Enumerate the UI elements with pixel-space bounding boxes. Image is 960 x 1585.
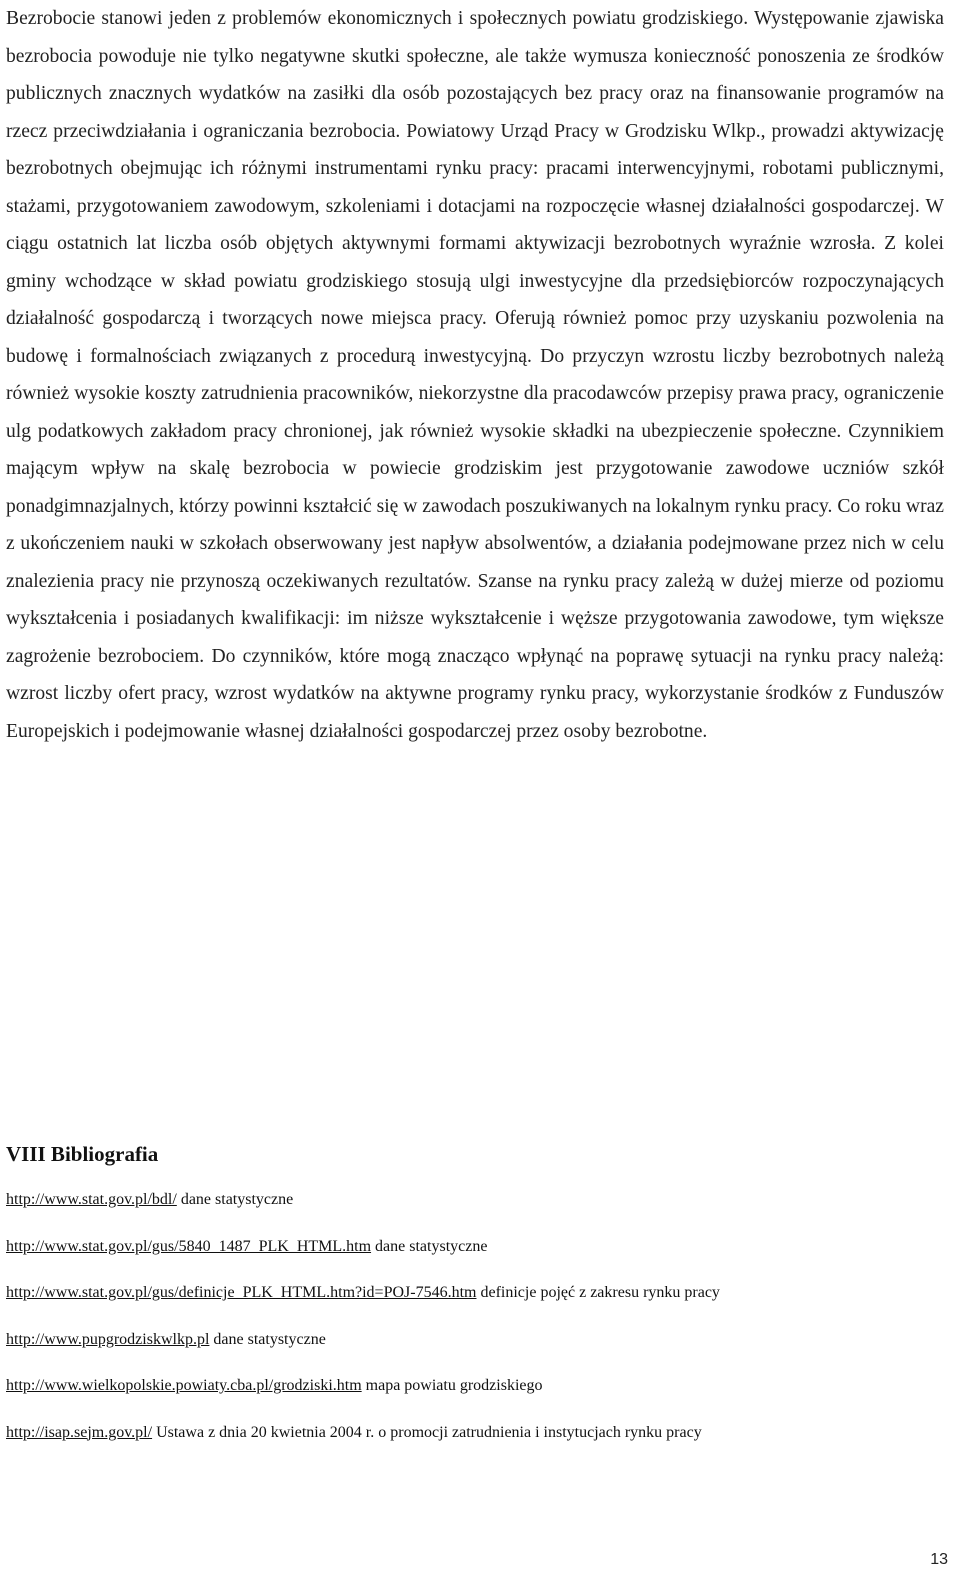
bibliography-link[interactable]: http://www.wielkopolskie.powiaty.cba.pl/grodziski.htm bbox=[6, 1377, 362, 1394]
body-paragraph bbox=[6, 0, 944, 750]
paragraph-sentence: Co roku wraz z ukończeniem nauki w szkołach obserwowany jest napływ absolwentów, a działania podejmowane przez nich w celu znalezienia pracy nie przynoszą oczekiwanych rezultatów. bbox=[6, 495, 944, 592]
paragraph-sentence: Oferują również pomoc przy uzyskaniu pozwolenia na budowę i formalnościach związanych z procedurą inwestycyjną. bbox=[6, 308, 944, 367]
bibliography-description: mapa powiatu grodziskiego bbox=[361, 1377, 543, 1394]
paragraph-sentence: Do przyczyn wzrostu liczby bezrobotnych należą również wysokie koszty zatrudnienia pracowników, niekorzystne dla pracodawców przepisy prawa pracy, ograniczenie ulg podatkowych zakładom pracy chronionej, jak również wysokie składki na ubezpieczenie społeczne. bbox=[6, 345, 945, 442]
paragraph-sentence: Szanse na rynku pracy zależą w dużej mierze od poziomu wykształcenia i posiadanych kwalifikacji: im niższe wykształcenie i węższe przygotowania zawodowe, tym większe zagrożenie bezrobociem. bbox=[6, 570, 944, 667]
bibliography-link[interactable]: http://www.stat.gov.pl/gus/definicje_PLK_HTML.htm?id=POJ-7546.htm bbox=[6, 1284, 477, 1301]
paragraph-sentence: Czynnikiem mającym wpływ na skalę bezrobocia w powiecie grodziskim jest przygotowanie zawodowe uczniów szkół ponadgimnazjalnych, którzy powinni kształcić się w zawodach poszukiwanych na lokalnym rynku pracy. bbox=[6, 420, 944, 517]
bibliography-description: dane statystyczne bbox=[371, 1237, 488, 1255]
bibliography-item bbox=[6, 1376, 946, 1423]
bibliography-item bbox=[6, 1330, 946, 1377]
bibliography-item bbox=[6, 1237, 946, 1284]
bibliography-description: dane statystyczne bbox=[176, 1191, 294, 1208]
bibliography-link[interactable]: http://www.stat.gov.pl/gus/5840_1487_PLK_HTML.htm bbox=[6, 1237, 372, 1255]
bibliography-description: Ustawa z dnia 20 kwietnia 2004 r. o promocji zatrudnienia i instytucjach rynku pracy bbox=[152, 1423, 702, 1441]
bibliography-list bbox=[6, 1190, 946, 1469]
bibliography-item bbox=[6, 1283, 946, 1330]
paragraph-sentence: Bezrobocie stanowi jeden z problemów ekonomicznych i społecznych powiatu grodziskiego. Występowanie zjawiska bezrobocia powoduje nie tylko negatywne skutki społeczne, ale także wymusza konieczność ponoszenia ze środków publicznych znacznych wydatków na zasiłki dla osób pozostających bez pracy oraz na finansowanie programów na rzecz przeciwdziałania i ograniczania bezrobocia. bbox=[6, 8, 944, 142]
bibliography-link[interactable]: http://isap.sejm.gov.pl/ bbox=[6, 1423, 153, 1441]
paragraph-sentence: Powiatowy Urząd Pracy w Grodzisku Wlkp., prowadzi aktywizację bezrobotnych obejmując ich różnymi instrumentami rynku pracy: pracami interwencyjnymi, robotami publicznymi, stażami, przygotowaniem zawodowym, szkoleniami i dotacjami na rozpoczęcie własnej działalności gospodarczej. bbox=[6, 120, 944, 217]
bibliography-item bbox=[6, 1190, 946, 1237]
page-number: 13 bbox=[930, 1551, 948, 1568]
bibliography-heading: VIII Bibliografia bbox=[6, 1142, 159, 1166]
bibliography-description: dane statystyczne bbox=[209, 1330, 326, 1348]
paragraph-sentence: Do czynników, które mogą znacząco wpłynąć na poprawę sytuacji na rynku pracy należą: wzrost liczby ofert pracy, wzrost wydatków na aktywne programy rynku pracy, wykorzystanie środków z Funduszów Europejskich i podejmowanie własnej działalności gospodarczej przez osoby bezrobotne. bbox=[6, 645, 945, 742]
bibliography-link[interactable]: http://www.stat.gov.pl/bdl/ bbox=[6, 1191, 177, 1208]
bibliography-link[interactable]: http://www.pupgrodziskwlkp.pl bbox=[6, 1330, 210, 1348]
bibliography-description: definicje pojęć z zakresu rynku pracy bbox=[476, 1284, 720, 1301]
paragraph-sentence: Z kolei gminy wchodzące w skład powiatu grodziskiego stosują ulgi inwestycyjne dla przedsiębiorców rozpoczynających działalność gospodarczą i tworzących nowe miejsca pracy. bbox=[6, 233, 944, 329]
bibliography-item bbox=[6, 1423, 946, 1470]
paragraph-sentence: W ciągu ostatnich lat liczba osób objętych aktywnymi formami aktywizacji bezrobotnych wyraźnie wzrosła. bbox=[6, 195, 944, 254]
